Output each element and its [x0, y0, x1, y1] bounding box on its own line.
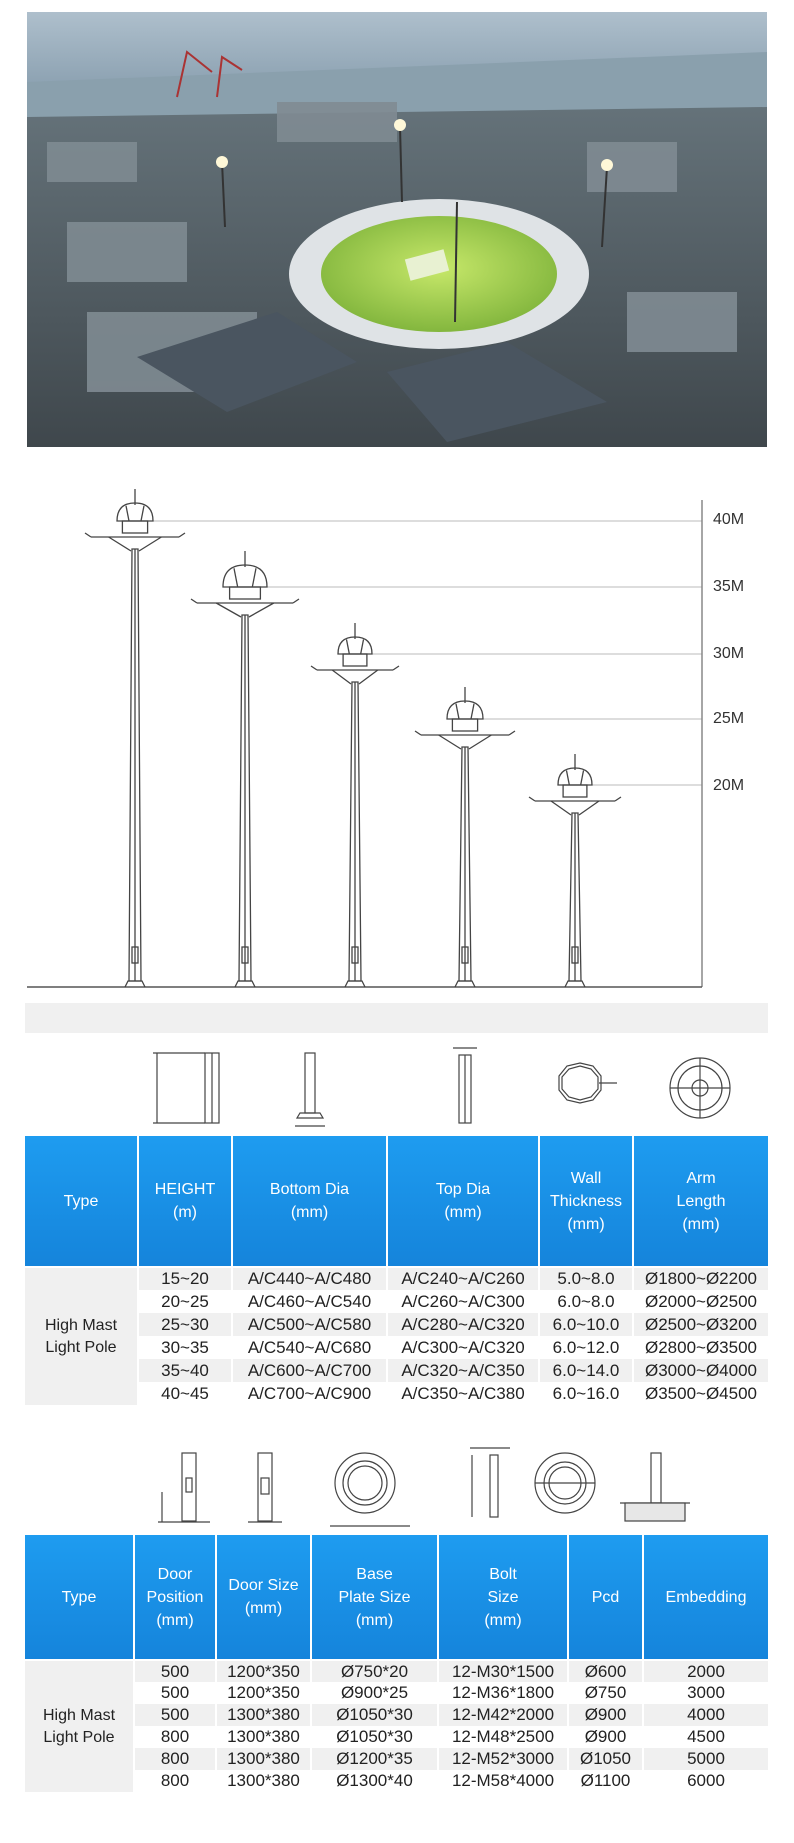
header-bolt-size: Bolt Size (mm): [438, 1535, 568, 1660]
arm-length-icon: [665, 1053, 735, 1123]
table-cell: Ø1300*40: [311, 1770, 438, 1792]
light-pole-2: [191, 551, 299, 987]
stadium-aerial-photo: [27, 12, 767, 447]
table-cell: A/C700~A/C900: [232, 1382, 387, 1405]
header-type-2: Type: [25, 1535, 134, 1660]
table-cell: Ø3000~Ø4000: [633, 1359, 768, 1382]
table-cell: 20~25: [138, 1290, 232, 1313]
dimension-icons-row-1: [25, 1033, 768, 1136]
table-cell: Ø750*20: [311, 1660, 438, 1682]
bolt-size-icon: [460, 1443, 520, 1533]
type-cell: High Mast Light Pole: [25, 1660, 134, 1792]
light-pole-3: [311, 623, 399, 987]
table-cell: 6000: [643, 1770, 768, 1792]
type-cell: High Mast Light Pole: [25, 1267, 138, 1405]
table-cell: A/C500~A/C580: [232, 1313, 387, 1336]
table-cell: 12-M48*2500: [438, 1726, 568, 1748]
height-label-25m: 25M: [713, 710, 745, 727]
dimension-icons-row-2: [25, 1440, 768, 1535]
table-row: [25, 1748, 768, 1770]
pcd-icon: [530, 1448, 600, 1528]
table-cell: 5000: [643, 1748, 768, 1770]
table-cell: Ø900: [568, 1726, 643, 1748]
table-cell: Ø900*25: [311, 1682, 438, 1704]
table-cell: 5.0~8.0: [539, 1267, 633, 1290]
table-row: [25, 1726, 768, 1748]
height-label-35m: 35M: [713, 578, 745, 595]
table-cell: Ø1050*30: [311, 1726, 438, 1748]
table-cell: 500: [134, 1660, 216, 1682]
table-cell: 35~40: [138, 1359, 232, 1382]
table-row: [25, 1682, 768, 1704]
table-cell: 1200*350: [216, 1682, 311, 1704]
table-cell: 800: [134, 1748, 216, 1770]
table-cell: A/C320~A/C350: [387, 1359, 539, 1382]
table-cell: Ø900: [568, 1704, 643, 1726]
top-dia-icon: [445, 1043, 485, 1128]
table-cell: 800: [134, 1770, 216, 1792]
table-1-header-row: [25, 1136, 768, 1267]
table-cell: 4000: [643, 1704, 768, 1726]
table-cell: 12-M36*1800: [438, 1682, 568, 1704]
spec-table-1: [25, 1136, 768, 1405]
table-cell: 6.0~16.0: [539, 1382, 633, 1405]
table-cell: Ø1050: [568, 1748, 643, 1770]
header-bottom-dia: Bottom Dia (mm): [232, 1136, 387, 1267]
table-cell: Ø3500~Ø4500: [633, 1382, 768, 1405]
light-pole-1: [85, 489, 185, 987]
table-row: [25, 1267, 768, 1290]
table-cell: Ø1100: [568, 1770, 643, 1792]
door-size-icon: [240, 1448, 290, 1528]
header-pcd: Pcd: [568, 1535, 643, 1660]
table-cell: 4500: [643, 1726, 768, 1748]
table-cell: A/C440~A/C480: [232, 1267, 387, 1290]
table-cell: 2000: [643, 1660, 768, 1682]
table-cell: 1300*380: [216, 1704, 311, 1726]
header-arm-length: Arm Length (mm): [633, 1136, 768, 1267]
header-door-size: Door Size (mm): [216, 1535, 311, 1660]
table-2-header-row: [25, 1535, 768, 1660]
table-cell: 500: [134, 1682, 216, 1704]
table-cell: 12-M30*1500: [438, 1660, 568, 1682]
table-cell: Ø1200*35: [311, 1748, 438, 1770]
section-divider: [25, 1003, 768, 1033]
base-plate-icon: [325, 1448, 415, 1533]
table-cell: Ø2000~Ø2500: [633, 1290, 768, 1313]
table-cell: 12-M58*4000: [438, 1770, 568, 1792]
table-cell: A/C260~A/C300: [387, 1290, 539, 1313]
table-cell: A/C460~A/C540: [232, 1290, 387, 1313]
height-label-30m: 30M: [713, 645, 745, 662]
table-cell: A/C540~A/C680: [232, 1336, 387, 1359]
table-cell: 25~30: [138, 1313, 232, 1336]
header-top-dia: Top Dia (mm): [387, 1136, 539, 1267]
embedding-icon: [615, 1448, 695, 1528]
table-row: [25, 1704, 768, 1726]
table-cell: 6.0~8.0: [539, 1290, 633, 1313]
header-base-plate-size: Base Plate Size (mm): [311, 1535, 438, 1660]
header-wall-thickness: Wall Thickness (mm): [539, 1136, 633, 1267]
table-cell: A/C600~A/C700: [232, 1359, 387, 1382]
table-cell: 1200*350: [216, 1660, 311, 1682]
header-embedding: Embedding: [643, 1535, 768, 1660]
light-pole-5: [529, 754, 621, 987]
table-cell: A/C350~A/C380: [387, 1382, 539, 1405]
header-door-position: Door Position (mm): [134, 1535, 216, 1660]
header-type: Type: [25, 1136, 138, 1267]
table-cell: 6.0~10.0: [539, 1313, 633, 1336]
table-cell: 1300*380: [216, 1726, 311, 1748]
table-cell: 1300*380: [216, 1770, 311, 1792]
table-cell: 12-M52*3000: [438, 1748, 568, 1770]
table-cell: Ø1050*30: [311, 1704, 438, 1726]
table-cell: Ø750: [568, 1682, 643, 1704]
table-row: [25, 1770, 768, 1792]
height-dimension-icon: [145, 1048, 245, 1128]
spec-table-2: [25, 1535, 768, 1792]
table-cell: 30~35: [138, 1336, 232, 1359]
table-cell: 800: [134, 1726, 216, 1748]
door-position-icon: [150, 1448, 220, 1528]
wall-thickness-icon: [555, 1058, 620, 1118]
table-cell: 1300*380: [216, 1748, 311, 1770]
table-cell: A/C280~A/C320: [387, 1313, 539, 1336]
pole-height-diagram: [0, 470, 794, 990]
table-cell: 12-M42*2000: [438, 1704, 568, 1726]
table-cell: Ø1800~Ø2200: [633, 1267, 768, 1290]
table-cell: 6.0~12.0: [539, 1336, 633, 1359]
height-label-40m: 40M: [713, 511, 745, 528]
table-cell: 40~45: [138, 1382, 232, 1405]
height-label-20m: 20M: [713, 777, 745, 794]
table-cell: 500: [134, 1704, 216, 1726]
light-pole-4: [415, 687, 515, 987]
table-cell: Ø600: [568, 1660, 643, 1682]
table-cell: 6.0~14.0: [539, 1359, 633, 1382]
bottom-dia-icon: [290, 1048, 330, 1128]
table-cell: Ø2800~Ø3500: [633, 1336, 768, 1359]
table-row: [25, 1660, 768, 1682]
table-cell: Ø2500~Ø3200: [633, 1313, 768, 1336]
table-cell: A/C300~A/C320: [387, 1336, 539, 1359]
header-height: HEIGHT (m): [138, 1136, 232, 1267]
table-cell: 15~20: [138, 1267, 232, 1290]
table-cell: 3000: [643, 1682, 768, 1704]
table-cell: A/C240~A/C260: [387, 1267, 539, 1290]
